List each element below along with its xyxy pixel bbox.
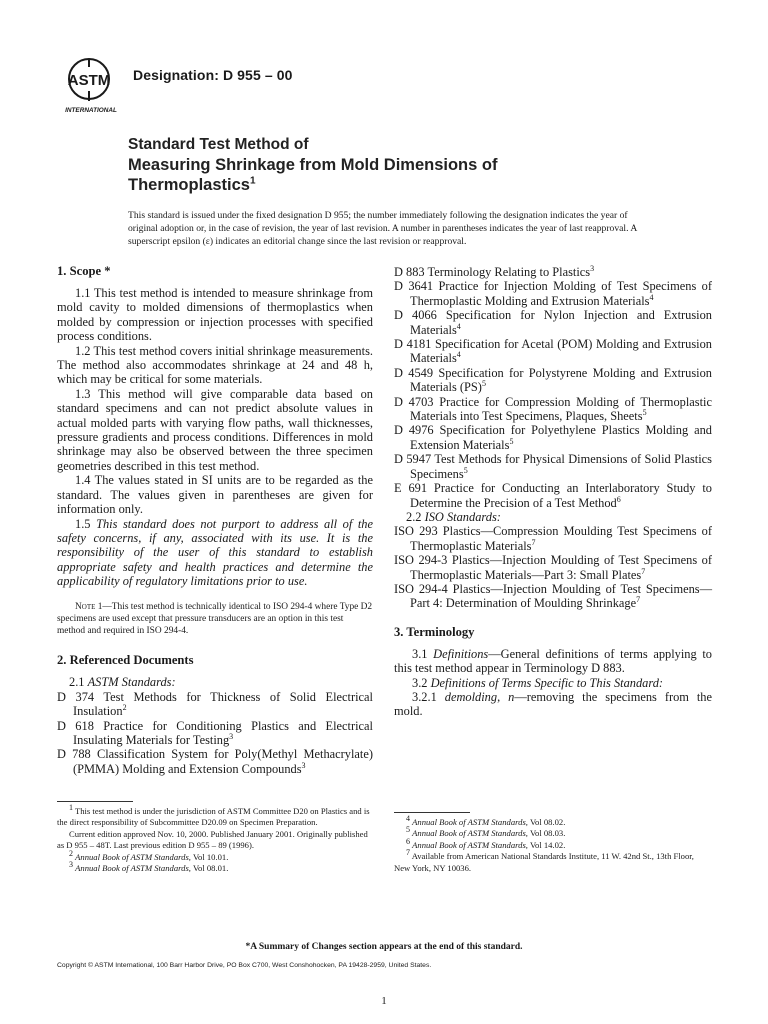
- reference-item: D 618 Practice for Conditioning Plastics and Electrical Insulating Materials for Testing$^3$: [57, 718, 373, 748]
- title-line-1: Standard Test Method of: [128, 136, 309, 153]
- logo-subtext: INTERNATIONAL: [65, 107, 117, 114]
- footnote-5: $^5$ Annual Book of ASTM Standards, Vol 08.03.: [406, 825, 566, 839]
- footnote-4: $^4$ Annual Book of ASTM Standards, Vol 08.02.: [406, 814, 566, 827]
- reference-item: D 374 Test Methods for Thickness of Solid Electrical Insulation$^2$: [57, 689, 373, 719]
- reference-item: D 883 Terminology Relating to Plastics$^3$: [394, 263, 595, 279]
- paragraph-1-3: 1.3 This method will give comparable data based on standard specimens and can not predict absolute values in actual molded parts with varying flow paths, wall thicknesses, pressure gradients and process conditions. Differences in mold shrinkage may also be observed between the three specimen geometries described in this test method.: [57, 386, 373, 473]
- reference-item: D 3641 Practice for Injection Molding of Test Specimens of Thermoplastic Molding and Extrusion Materials$^4$: [394, 279, 712, 308]
- footnotes-left: [57, 803, 373, 874]
- paragraph-1-1: 1.1 This test method is intended to measure shrinkage from mold cavity to molded dimensions of thermoplastics when molded by compression or injection processes with specified process conditions.: [57, 286, 373, 344]
- footnote-7: $^7$ Available from American National Standards Institute, 11 W. 42nd St., 13th Floor, New York, NY 10036.: [394, 848, 694, 873]
- document-title: [128, 135, 497, 195]
- copyright-line: Copyright © ASTM International, 100 Barr Harbor Drive, PO Box C700, West Conshohocken, PA 19428-2959, United States.: [57, 962, 432, 969]
- reference-item: D 4976 Specification for Polyethylene Plastics Molding and Extension Materials$^5$: [394, 423, 712, 452]
- paragraph-3-2: 3.2 Definitions of Terms Specific to This Standard:: [412, 675, 664, 690]
- logo-text: ASTM: [67, 72, 111, 89]
- left-column: [57, 264, 373, 776]
- astm-reference-list-right: [394, 265, 712, 510]
- reference-item: D 4066 Specification for Nylon Injection and Extrusion Materials$^4$: [394, 308, 712, 337]
- iso-standards-label: 2.2 ISO Standards:: [406, 509, 501, 524]
- section-heading-referenced: 2. Referenced Documents: [57, 653, 194, 668]
- paragraph-3-2-1: 3.2.1 demolding, n—removing the specimens from the mold.: [394, 689, 712, 719]
- title-line-3: Thermoplastics$^1$: [128, 175, 256, 194]
- summary-of-changes-notice: *A Summary of Changes section appears at the end of this standard.: [245, 942, 523, 952]
- reference-item: E 691 Practice for Conducting an Interlaboratory Study to Determine the Precision of a Test Method$^6$: [394, 481, 712, 510]
- footnote-3: $^3$ Annual Book of ASTM Standards, Vol 08.01.: [69, 860, 229, 874]
- astm-standards-label: 2.1 ASTM Standards:: [69, 675, 176, 690]
- reference-item: D 4549 Specification for Polystyrene Molding and Extrusion Materials (PS)$^5$: [394, 365, 712, 395]
- astm-reference-list-left: [57, 690, 373, 776]
- reference-item: ISO 294-3 Plastics—Injection Moulding of Test Specimens of Thermoplastic Materials—Part 3: Small Plates$^7$: [394, 553, 712, 582]
- right-column: [394, 265, 712, 719]
- footnote-rule-right: [394, 812, 470, 813]
- footnotes-right: [394, 814, 712, 874]
- section-heading-terminology: 3. Terminology: [394, 624, 475, 639]
- page-number: 1: [381, 995, 387, 1007]
- iso-reference-list: [394, 524, 712, 610]
- note-1: Note 1—This test method is technically identical to ISO 294-4 where Type D2 specimens are used except that pressure transducers are an option in this test method and required in ISO 294-4.: [57, 601, 373, 637]
- section-heading-scope: 1. Scope *: [57, 264, 111, 278]
- reference-item: D 5947 Test Methods for Physical Dimensions of Solid Plastics Specimens$^5$: [394, 452, 712, 481]
- paragraph-1-5: 1.5 This standard does not purport to address all of the safety concerns, if any, associated with its use. It is the responsibility of the user of this standard to establish appropriate safety and health practices and determine the applicability of regulatory limitations prior to use.: [57, 516, 373, 589]
- paragraph-1-2: 1.2 This test method covers initial shrinkage measurements. The method also accommodates shrinkage at 24 and 48 h, which may be critical for some materials.: [57, 343, 373, 387]
- paragraph-3-1: 3.1 Definitions—General definitions of terms applying to this test method appear in Terminology D 883.: [394, 646, 712, 676]
- footnote-6: $^6$ Annual Book of ASTM Standards, Vol 14.02.: [406, 836, 566, 850]
- reference-item: D 4703 Practice for Compression Molding of Thermoplastic Materials into Test Specimens, Plaques, Sheets$^5$: [394, 394, 712, 424]
- issuance-statement: This standard is issued under the fixed designation D 955; the number immediately following the designation indicates the year of original adoption or, in the case of revision, the year of last revision. A number in parentheses indicates the year of last reapproval. A superscript epsilon (ε) indicates an editorial change since the last revision or reapproval.: [128, 210, 637, 247]
- footnote-1: $^1$ This test method is under the jurisdiction of ASTM Committee D20 on Plastics and is the direct responsibility of Subcommittee D20.09 on Specimen Preparation.: [57, 803, 370, 828]
- reference-item: ISO 294-4 Plastics—Injection Moulding of Test Specimens—Part 4: Determination of Moulding Shrinkage$^7$: [394, 581, 712, 611]
- paragraph-1-4: 1.4 The values stated in SI units are to be regarded as the standard. The values given in parentheses are given for information only.: [57, 473, 373, 517]
- footnote-2: $^2$ Annual Book of ASTM Standards, Vol 10.01.: [69, 848, 229, 862]
- astm-logo: [62, 54, 120, 116]
- footnote-rule-left: [57, 801, 133, 802]
- reference-item: ISO 293 Plastics—Compression Moulding Test Specimens of Thermoplastic Materials$^7$: [394, 524, 712, 553]
- reference-item: D 4181 Specification for Acetal (POM) Molding and Extrusion Materials$^4$: [394, 337, 712, 366]
- designation: Designation: D 955 – 00: [133, 67, 293, 83]
- reference-item: D 788 Classification System for Poly(Methyl Methacrylate) (PMMA) Molding and Extension Compounds$^3$: [57, 747, 373, 776]
- footnote-1-cont: Current edition approved Nov. 10, 2000. Published January 2001. Originally published as D 955 – 48T. Last previous edition D 955 – 89 (1996).: [57, 828, 368, 851]
- title-line-2: Measuring Shrinkage from Mold Dimensions of: [128, 156, 498, 174]
